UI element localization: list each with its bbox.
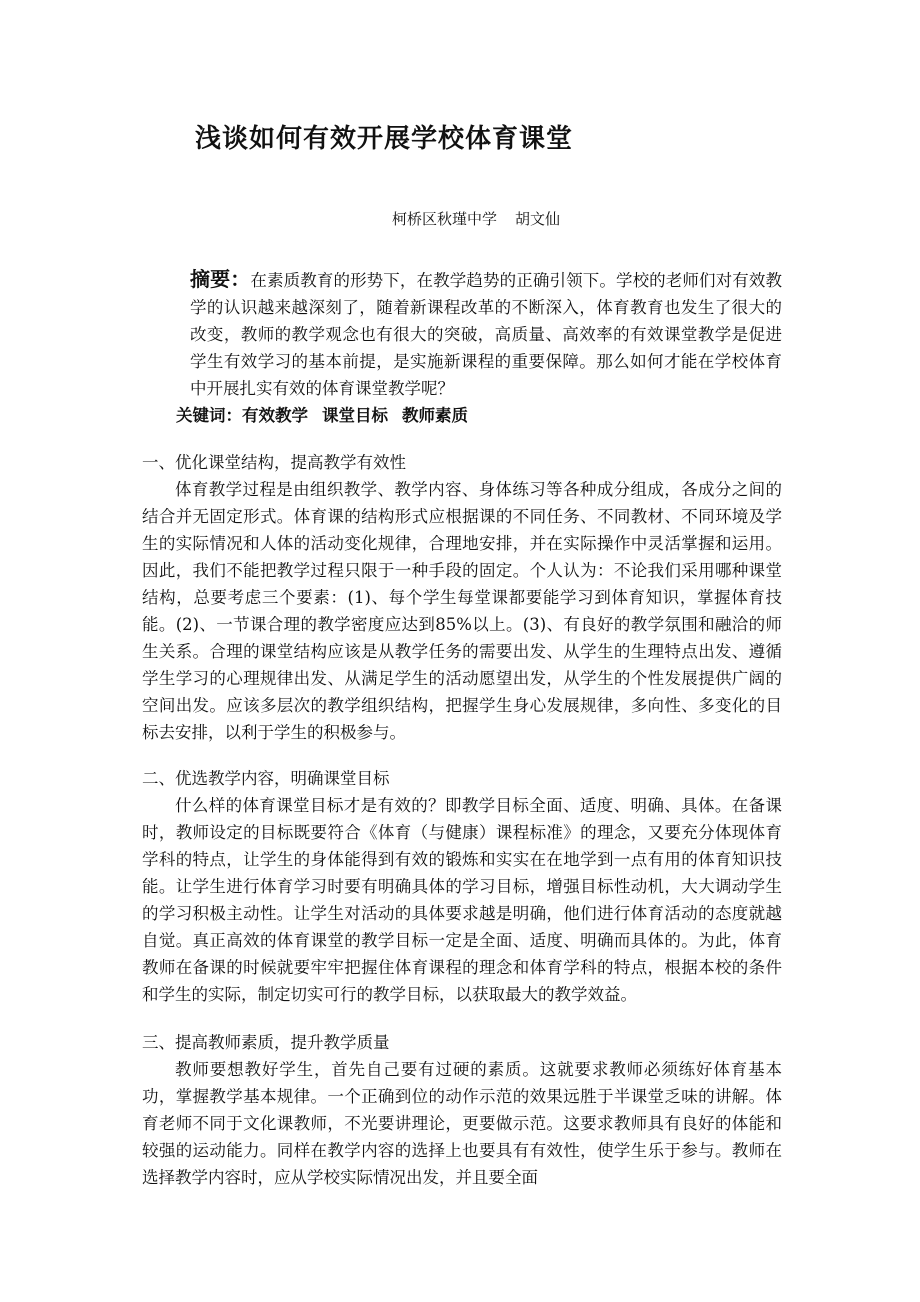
section-heading: 三、提高教师素质，提升教学质量 bbox=[142, 1033, 390, 1052]
author-school: 柯桥区秋瑾中学 bbox=[392, 210, 498, 228]
section-3 bbox=[142, 1029, 782, 1191]
keyword-item: 课堂目标 bbox=[322, 406, 388, 425]
section-1 bbox=[142, 449, 782, 746]
keyword-item: 有效教学 bbox=[242, 406, 308, 425]
keywords-label: 关键词： bbox=[176, 406, 242, 425]
abstract-block bbox=[142, 266, 782, 429]
author-byline bbox=[392, 208, 560, 229]
keyword-item: 教师素质 bbox=[402, 406, 468, 425]
keywords-line bbox=[142, 402, 782, 429]
author-name: 胡文仙 bbox=[515, 210, 561, 228]
abstract-text: 在素质教育的形势下，在教学趋势的正确引领下。学校的老师们对有效教学的认识越来越深刻了，随着新课程改革的不断深入，体育教育也发生了很大的改变，教师的教学观念也有很大的突破，高质量、高效率的有效课堂教学是促进学生有效学习的基本前提，是实施新课程的重要保障。那么如何才能在学校体育中开展扎实有效的体育课堂教学呢？ bbox=[190, 271, 783, 398]
section-body: 体育教学过程是由组织教学、教学内容、身体练习等各种成分组成，各成分之间的结合并无固定形式。体育课的结构形式应根据课的不同任务、不同教材、不同环境及学生的实际情况和人体的活动变化规律，合理地安排，并在实际操作中灵活掌握和运用。因此，我们不能把教学过程只限于一种手段的固定。个人认为：不论我们采用哪种课堂结构，总要考虑三个要素：(1)、每个学生每堂课都要能学习到体育知识，掌握体育技能。(2)、一节课合理的教学密度应达到85%以上。(3)、有良好的教学氛围和融洽的师生关系。合理的课堂结构应该是从教学任务的需要出发、从学生的生理特点出发、遵循学生学习的心理规律出发、从满足学生的活动愿望出发，从学生的个性发展提供广阔的空间出发。应该多层次的教学组织结构，把握学生身心发展规律，多向性、多变化的目标去安排，以利于学生的积极参与。 bbox=[142, 480, 782, 742]
document-title: 浅谈如何有效开展学校体育课堂 bbox=[195, 124, 574, 154]
section-body: 什么样的体育课堂目标才是有效的？即教学目标全面、适度、明确、具体。在备课时，教师设定的目标既要符合《体育（与健康）课程标准》的理念，又要充分体现体育学科的特点，让学生的身体能得到有效的锻炼和实实在在地学到一点有用的体育知识技能。让学生进行体育学习时要有明确具体的学习目标，增强目标性动机，大大调动学生的学习积极主动性。让学生对活动的具体要求越是明确，他们进行体育活动的态度就越自觉。真正高效的体育课堂的教学目标一定是全面、适度、明确而具体的。为此，体育教师在备课的时候就要牢牢把握住体育课程的理念和体育学科的特点，根据本校的条件和学生的实际，制定切实可行的教学目标，以获取最大的教学效益。 bbox=[142, 796, 782, 1004]
section-heading: 二、优选教学内容，明确课堂目标 bbox=[142, 769, 390, 788]
section-heading: 一、优化课堂结构，提高教学有效性 bbox=[142, 453, 406, 472]
abstract-label: 摘要： bbox=[190, 267, 251, 291]
abstract-paragraph bbox=[142, 266, 782, 402]
section-2 bbox=[142, 765, 782, 1008]
section-body: 教师要想教好学生，首先自己要有过硬的素质。这就要求教师必须练好体育基本功，掌握教学基本规律。一个正确到位的动作示范的效果远胜于半课堂乏味的讲解。体育老师不同于文化课教师，不光要讲理论，更要做示范。这要求教师具有良好的体能和较强的运动能力。同样在教学内容的选择上也要具有有效性，使学生乐于参与。教师在选择教学内容时，应从学校实际情况出发，并且要全面 bbox=[142, 1060, 782, 1187]
